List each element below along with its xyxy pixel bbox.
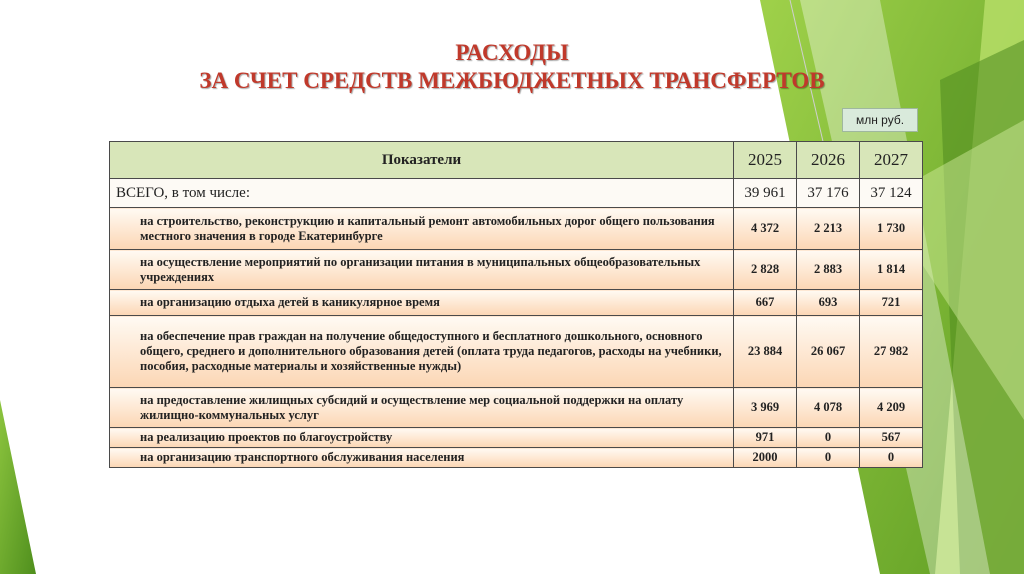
row-value-2027: 567 [860,428,923,448]
left-green-triangle [0,400,36,574]
table-row [110,208,923,250]
row-value-2027: 4 209 [860,388,923,428]
row-value-2025: 3 969 [734,388,797,428]
table-row [110,316,923,388]
header-indicators: Показатели [110,142,734,179]
total-2025: 39 961 [734,179,797,208]
total-label: ВСЕГО, в том числе: [110,179,734,208]
row-value-2025: 971 [734,428,797,448]
row-value-2026: 4 078 [797,388,860,428]
header-year-2025: 2025 [734,142,797,179]
row-value-2025: 2 828 [734,250,797,290]
row-value-2026: 693 [797,290,860,316]
row-value-2026: 0 [797,448,860,468]
row-value-2025: 23 884 [734,316,797,388]
row-value-2025: 667 [734,290,797,316]
table-row [110,448,923,468]
row-label: на организацию отдыха детей в каникулярное время [110,290,734,316]
row-value-2027: 721 [860,290,923,316]
expenses-table [109,141,923,468]
page-title-line2: ЗА СЧЕТ СРЕДСТВ МЕЖБЮДЖЕТНЫХ ТРАНСФЕРТОВ [199,68,825,93]
header-year-2027: 2027 [860,142,923,179]
total-2027: 37 124 [860,179,923,208]
row-label: на строительство, реконструкцию и капитальный ремонт автомобильных дорог общего пользования местного значения в городе Екатеринбурге [110,208,734,250]
row-value-2025: 4 372 [734,208,797,250]
table-row [110,290,923,316]
row-label: на организацию транспортного обслуживания населения [110,448,734,468]
row-label: на реализацию проектов по благоустройству [110,428,734,448]
row-value-2026: 0 [797,428,860,448]
table-row [110,428,923,448]
table-row [110,388,923,428]
row-label: на обеспечение прав граждан на получение общедоступного и бесплатного дошкольного, основного общего, среднего и дополнительного образования детей (оплата труда педагогов, расходы на учебники, пособия, расходные материалы и хозяйственные нужды) [110,316,734,388]
row-value-2027: 0 [860,448,923,468]
row-value-2026: 2 213 [797,208,860,250]
page-title-line1: РАСХОДЫ [455,40,569,65]
table-row [110,250,923,290]
header-year-2026: 2026 [797,142,860,179]
row-value-2026: 2 883 [797,250,860,290]
unit-label: млн руб. [842,108,918,132]
table-row-total [110,179,923,208]
row-value-2027: 1 814 [860,250,923,290]
total-2026: 37 176 [797,179,860,208]
row-value-2027: 1 730 [860,208,923,250]
row-value-2026: 26 067 [797,316,860,388]
row-value-2025: 2000 [734,448,797,468]
row-label: на предоставление жилищных субсидий и осуществление мер социальной поддержки на оплату жилищно-коммунальных услуг [110,388,734,428]
row-label: на осуществление мероприятий по организации питания в муниципальных общеобразовательных учреждениях [110,250,734,290]
table-header-row [110,142,923,179]
row-value-2027: 27 982 [860,316,923,388]
